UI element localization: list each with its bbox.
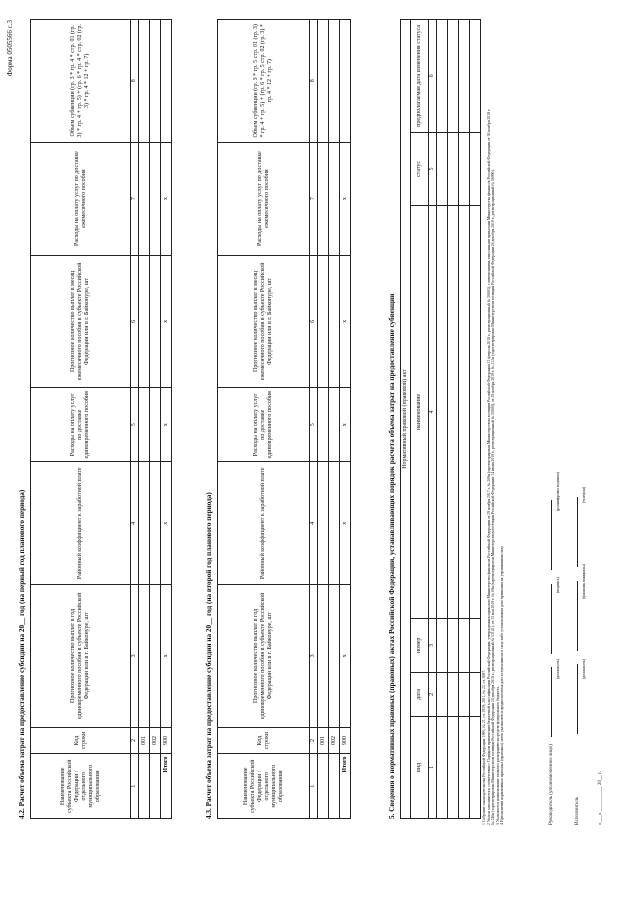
table-cell <box>318 20 329 143</box>
signature-line <box>546 500 552 570</box>
table-cell <box>329 388 340 462</box>
x-mark: x <box>161 142 172 255</box>
table-cell <box>329 255 340 388</box>
header-cell: Наименование субъекта Российской Федерации / отдельного муниципального образования <box>31 754 131 819</box>
header-cell: Объем субвенции (гр. 3 * гр. 4 * стр. 01 (гр. 3) * гр. 4 + гр. 5) + (гр. 6 * гр. 4 * стр. 02 (гр. 3) * гр. 4 * 12 + гр. 7) <box>31 20 131 143</box>
table-cell <box>437 20 448 133</box>
table-cell <box>329 142 340 255</box>
row-code: 002 <box>329 727 340 754</box>
header-cell: Районный коэффициент к заработной плате <box>218 462 310 585</box>
col-number: 2 <box>429 672 437 716</box>
col-number: 6 <box>429 20 437 133</box>
table-cell <box>470 618 481 672</box>
caption: (фамилия, инициалы) <box>582 563 586 599</box>
table-cell <box>318 754 329 819</box>
total-label: Итого <box>161 754 172 819</box>
header-cell: вид <box>411 716 429 818</box>
table-cell <box>150 142 161 255</box>
col-number: 1 <box>429 716 437 818</box>
col-number: 3 <box>310 585 318 727</box>
x-mark: x <box>161 585 172 727</box>
caption: (должность) <box>582 659 586 679</box>
footnote: 3 Указывается наименование главного распорядителя средств федерального бюджета. <box>495 685 500 825</box>
total-code: 900 <box>161 727 172 754</box>
signature-line <box>572 664 578 734</box>
table-cell <box>161 20 172 143</box>
x-mark: x <box>161 255 172 388</box>
x-mark: x <box>340 388 351 462</box>
col-number: 5 <box>429 132 437 205</box>
table-cell <box>470 716 481 818</box>
table-cell <box>150 754 161 819</box>
header-cell: Прогнозное количество выплат в месяц ежемесячного пособия в субъекте Российской Федерации или в г. Байконуре, шт <box>218 255 310 388</box>
col-number: 8 <box>310 20 318 143</box>
header-cell: Наименование субъекта Российской Федерации / отдельного муниципального образования <box>218 754 310 819</box>
table-cell <box>139 462 150 585</box>
exec-label: Исполнитель <box>575 797 580 825</box>
header-cell: Код строки <box>218 727 310 754</box>
table-cell <box>318 255 329 388</box>
col-number: 6 <box>310 255 318 388</box>
header-cell: Объем субвенции (гр. 3 * гр. 5 стр. 01 (гр. 3) * гр. 4 + гр. 5) + (гр. 6 * гр. 5 стр. 02 (гр. 3) * гр. 4 * 12 + гр. 7) <box>218 20 310 143</box>
table-cell <box>448 20 459 133</box>
table-cell <box>470 20 481 133</box>
table-cell <box>139 20 150 143</box>
table-cell <box>470 672 481 716</box>
header-cell: номер <box>411 618 429 672</box>
header-cell: Расходы на оплату услуг по доставке единовременного пособия <box>31 388 131 462</box>
table-cell <box>437 672 448 716</box>
caption: (подпись) <box>556 577 560 593</box>
col-number: 2 <box>131 727 139 754</box>
table-cell <box>139 142 150 255</box>
form-code: Форма 0505566 с.3 <box>6 20 14 77</box>
executor-signature-row <box>572 491 580 825</box>
table-cell <box>139 754 150 819</box>
table-cell <box>459 716 470 818</box>
x-mark: x <box>161 388 172 462</box>
table-cell <box>459 20 470 133</box>
table-cell <box>448 206 459 619</box>
x-mark: x <box>340 585 351 727</box>
header-cell: дата <box>411 672 429 716</box>
col-number: 7 <box>310 142 318 255</box>
col-number: 3 <box>429 618 437 672</box>
footnotes <box>482 105 505 825</box>
table-cell <box>139 255 150 388</box>
total-label: Итого <box>340 754 351 819</box>
table-cell <box>340 20 351 143</box>
table-cell <box>318 142 329 255</box>
header-cell: Расходы на оплату услуг по доставке ежемесячного пособия <box>218 142 310 255</box>
table-cell <box>318 585 329 727</box>
table-cell <box>448 618 459 672</box>
x-mark: x <box>340 142 351 255</box>
table-cell <box>150 255 161 388</box>
table-cell <box>448 672 459 716</box>
table-cell <box>150 585 161 727</box>
x-mark: x <box>340 462 351 585</box>
table-cell <box>437 132 448 205</box>
group-header: Нормативный правовой (правовой) акт <box>401 20 411 819</box>
col-number: 8 <box>131 20 139 143</box>
table-cell <box>318 462 329 585</box>
footnote: 2 Указан заполняется в соответствии с Порядком применения бюджетной классификации Российской Федерации, утвержденным приказом Министерства финансов Российской Федерации от 29 ноября 2017 г. № 209н (зарегистрирован Министерством юстиции Российской Федерации 12 февраля 2018 г., регистрационный № 50003), с изменениями, внесенными приказами Министерства финансов Российской Федерации от 30 ноября 2018 г. № 246н (зарегистрирован Министерством юстиции Российской Федерации 24 декабря 2018 г., регистрационный № 53141), от 13 мая 2019 г. № 69н (зарегистрирован Министерством юстиции Российской Федерации 14 июня 2019 г., регистрационный № 55000), от 29 ноября 2019 г. № 212н (зарегистрирован Министерством юстиции Российской Федерации 26 декабря 2019 г., регистрационный № 56990). <box>486 108 496 825</box>
table-4-3 <box>217 19 351 819</box>
col-number: 2 <box>310 727 318 754</box>
table-cell <box>470 206 481 619</box>
table-cell <box>437 206 448 619</box>
table-cell <box>329 754 340 819</box>
header-cell: статус <box>411 132 429 205</box>
x-mark: x <box>340 255 351 388</box>
caption: (должность) <box>556 659 560 679</box>
signature-line <box>546 667 552 737</box>
table-cell <box>150 388 161 462</box>
head-signature-row <box>546 494 554 825</box>
header-cell: Прогнозное количество выплат в год единовременного пособия в субъекте Российской Федерации или в г. Байконуре, шт <box>31 585 131 727</box>
section-4-3-title: 4.3. Расчет объема затрат на предоставление субсидии на 20__ год (на второй год планового периода) <box>205 492 213 819</box>
table-cell <box>459 672 470 716</box>
header-cell: Прогнозное количество выплат в месяц ежемесячного пособия в субъекте Российской Федерации или в г. Байконуре, шт <box>31 255 131 388</box>
header-cell: предполагаемая дата изменения статуса <box>411 20 429 133</box>
table-cell <box>448 132 459 205</box>
section-4-2-title: 4.2. Расчет объема затрат на предоставление субсидии на 20__ год (на первый год планового периода) <box>18 489 26 819</box>
row-code: 001 <box>139 727 150 754</box>
header-cell: Расходы на оплату услуг по доставке ежемесячного пособия <box>31 142 131 255</box>
caption: (телефон) <box>582 487 586 503</box>
caption: (расшифровка подписи) <box>556 472 560 511</box>
signature-line <box>546 584 552 654</box>
header-cell: Районный коэффициент к заработной плате <box>31 462 131 585</box>
table-cell <box>329 585 340 727</box>
table-cell <box>318 388 329 462</box>
row-code: 002 <box>150 727 161 754</box>
col-number: 4 <box>310 462 318 585</box>
table-cell <box>329 20 340 143</box>
table-cell <box>139 388 150 462</box>
footnote: 4 При наличии нормативных правовых (правовых) актов указываются предполагаемая дата вступления их в силу либо установленная дата признания их утратившими силу. <box>500 545 505 825</box>
col-number: 5 <box>131 388 139 462</box>
table-cell <box>329 462 340 585</box>
row-code: 001 <box>318 727 329 754</box>
signature-line <box>572 497 578 567</box>
header-cell: Прогнозное количество выплат в год единовременного пособия в субъекте Российской Федерации или в г. Байконуре, шт <box>218 585 310 727</box>
signature-line <box>572 581 578 651</box>
col-number: 1 <box>310 754 318 819</box>
col-number: 6 <box>131 255 139 388</box>
table-cell <box>150 462 161 585</box>
col-number: 4 <box>131 462 139 585</box>
footnote: 1 Собрание законодательства Российской Федерации, 1995, № 21, ст. 1929; 2011, № 22, ст. 3087. <box>482 669 486 825</box>
table-4-2 <box>30 19 172 819</box>
table-cell <box>459 618 470 672</box>
table-cell <box>150 20 161 143</box>
table-cell <box>459 132 470 205</box>
header-cell: наименование <box>411 206 429 619</box>
date-line: «___» __________ 20__ г. <box>598 771 603 825</box>
table-cell <box>139 585 150 727</box>
col-number: 4 <box>429 206 437 619</box>
x-mark: x <box>161 462 172 585</box>
table-cell <box>470 132 481 205</box>
table-cell <box>437 618 448 672</box>
col-number: 3 <box>131 585 139 727</box>
total-code: 900 <box>340 727 351 754</box>
table-cell <box>448 716 459 818</box>
section-5-title: 5. Сведения о нормативных правовых (правовых) актах Российской Федерации, устанавливающих порядок расчета объема затрат на предоставление субвенции <box>388 293 396 819</box>
head-label: Руководитель (уполномоченное лицо) <box>549 744 554 825</box>
header-cell: Расходы на оплату услуг по доставке единовременного пособия <box>218 388 310 462</box>
table-cell <box>437 716 448 818</box>
table-5 <box>400 19 481 819</box>
col-number: 5 <box>310 388 318 462</box>
col-number: 1 <box>131 754 139 819</box>
table-cell <box>459 206 470 619</box>
header-cell: Код строки <box>31 727 131 754</box>
col-number: 7 <box>131 142 139 255</box>
